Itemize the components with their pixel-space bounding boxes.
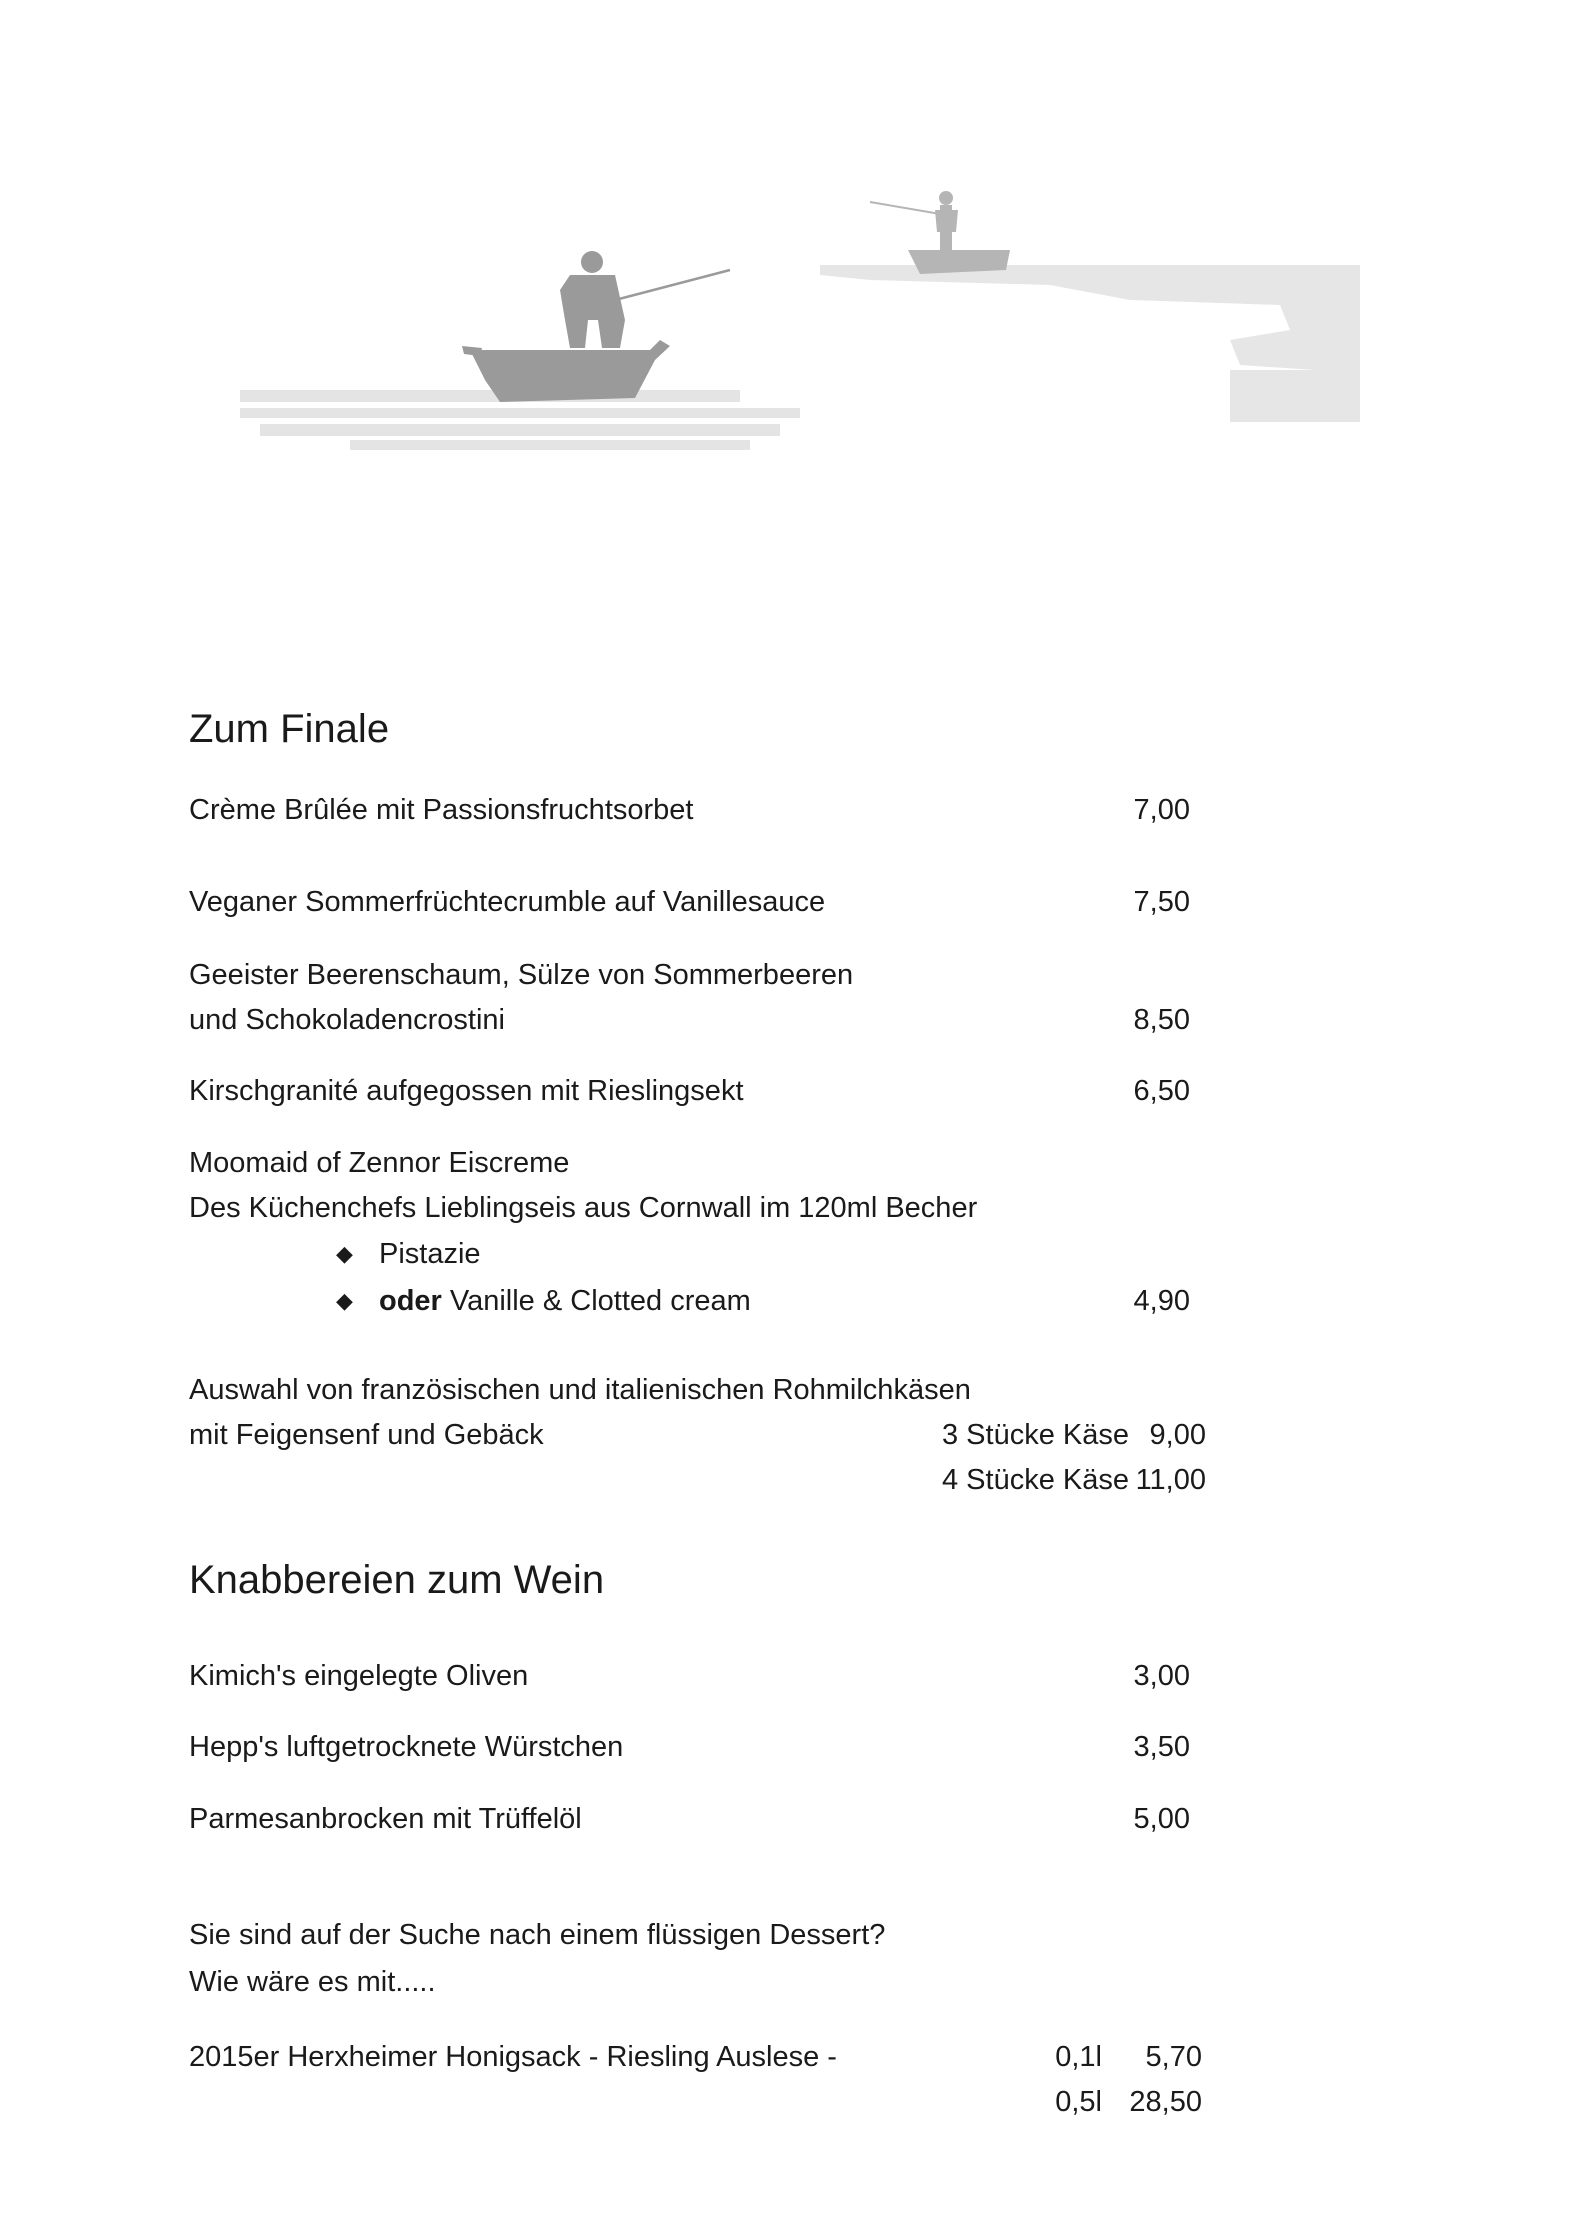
- menu-item-name-line2: und Schokoladencrostini: [189, 1004, 505, 1036]
- wine-name: 2015er Herxheimer Honigsack - Riesling Auslese -: [189, 2041, 837, 2073]
- icecream-option: [379, 1283, 751, 1319]
- wine-volume: 0,1l: [1055, 2041, 1102, 2073]
- wine-price: 5,70: [1145, 2041, 1202, 2073]
- menu-item-price: 7,50: [1133, 886, 1190, 918]
- wine-price: 28,50: [1129, 2086, 1202, 2118]
- icecream-option: Pistazie: [379, 1238, 481, 1270]
- dessert-wine-intro-line1: Sie sind auf der Suche nach einem flüssigen Dessert?: [189, 1919, 886, 1951]
- icecream-option-text: Vanille & Clotted cream: [449, 1285, 751, 1317]
- near-fisherman-icon: [462, 251, 730, 402]
- far-water-band: [820, 265, 1360, 422]
- dessert-wine-intro-line2: Wie wäre es mit.....: [189, 1966, 436, 1998]
- cheese-option-price: 9,00: [1149, 1419, 1206, 1451]
- cheese-option-label: 4 Stücke Käse: [942, 1464, 1129, 1496]
- cheese-option-price: 11,00: [1135, 1464, 1206, 1496]
- icecream-title: Moomaid of Zennor Eiscreme: [189, 1147, 570, 1179]
- icecream-description: Des Küchenchefs Lieblingseis aus Cornwall im 120ml Becher: [189, 1192, 978, 1224]
- fishermen-illustration: [230, 170, 1360, 450]
- diamond-bullet-icon: ◆: [336, 1241, 353, 1266]
- section-heading-finale: Zum Finale: [189, 707, 390, 751]
- menu-item-name: Kimich's eingelegte Oliven: [189, 1660, 529, 1692]
- menu-item-name: Hepp's luftgetrocknete Würstchen: [189, 1731, 624, 1763]
- wine-volume: 0,5l: [1055, 2086, 1102, 2118]
- menu-item-price: 3,00: [1133, 1660, 1190, 1692]
- menu-item-price: 6,50: [1133, 1075, 1190, 1107]
- cheese-description-line2: mit Feigensenf und Gebäck: [189, 1419, 544, 1451]
- menu-item-price: 7,00: [1133, 794, 1190, 826]
- diamond-bullet-icon: ◆: [336, 1288, 353, 1313]
- menu-item-price: 5,00: [1133, 1803, 1190, 1835]
- icecream-option-prefix: oder: [379, 1285, 442, 1317]
- menu-item-price: 3,50: [1133, 1731, 1190, 1763]
- icecream-price: 4,90: [1133, 1285, 1190, 1317]
- menu-item-name: Kirschgranité aufgegossen mit Rieslingsekt: [189, 1075, 744, 1107]
- section-heading-snacks: Knabbereien zum Wein: [189, 1558, 605, 1602]
- cheese-option-label: 3 Stücke Käse: [942, 1419, 1129, 1451]
- menu-item-price: 8,50: [1133, 1004, 1190, 1036]
- cheese-description-line1: Auswahl von französischen und italienischen Rohmilchkäsen: [189, 1374, 971, 1406]
- far-fisherman-icon: [870, 191, 1010, 274]
- menu-item-name: Parmesanbrocken mit Trüffelöl: [189, 1803, 582, 1835]
- menu-item-name: Crème Brûlée mit Passionsfruchtsorbet: [189, 794, 694, 826]
- menu-item-name: Veganer Sommerfrüchtecrumble auf Vanillesauce: [189, 886, 826, 918]
- menu-item-name-line1: Geeister Beerenschaum, Sülze von Sommerbeeren: [189, 959, 854, 991]
